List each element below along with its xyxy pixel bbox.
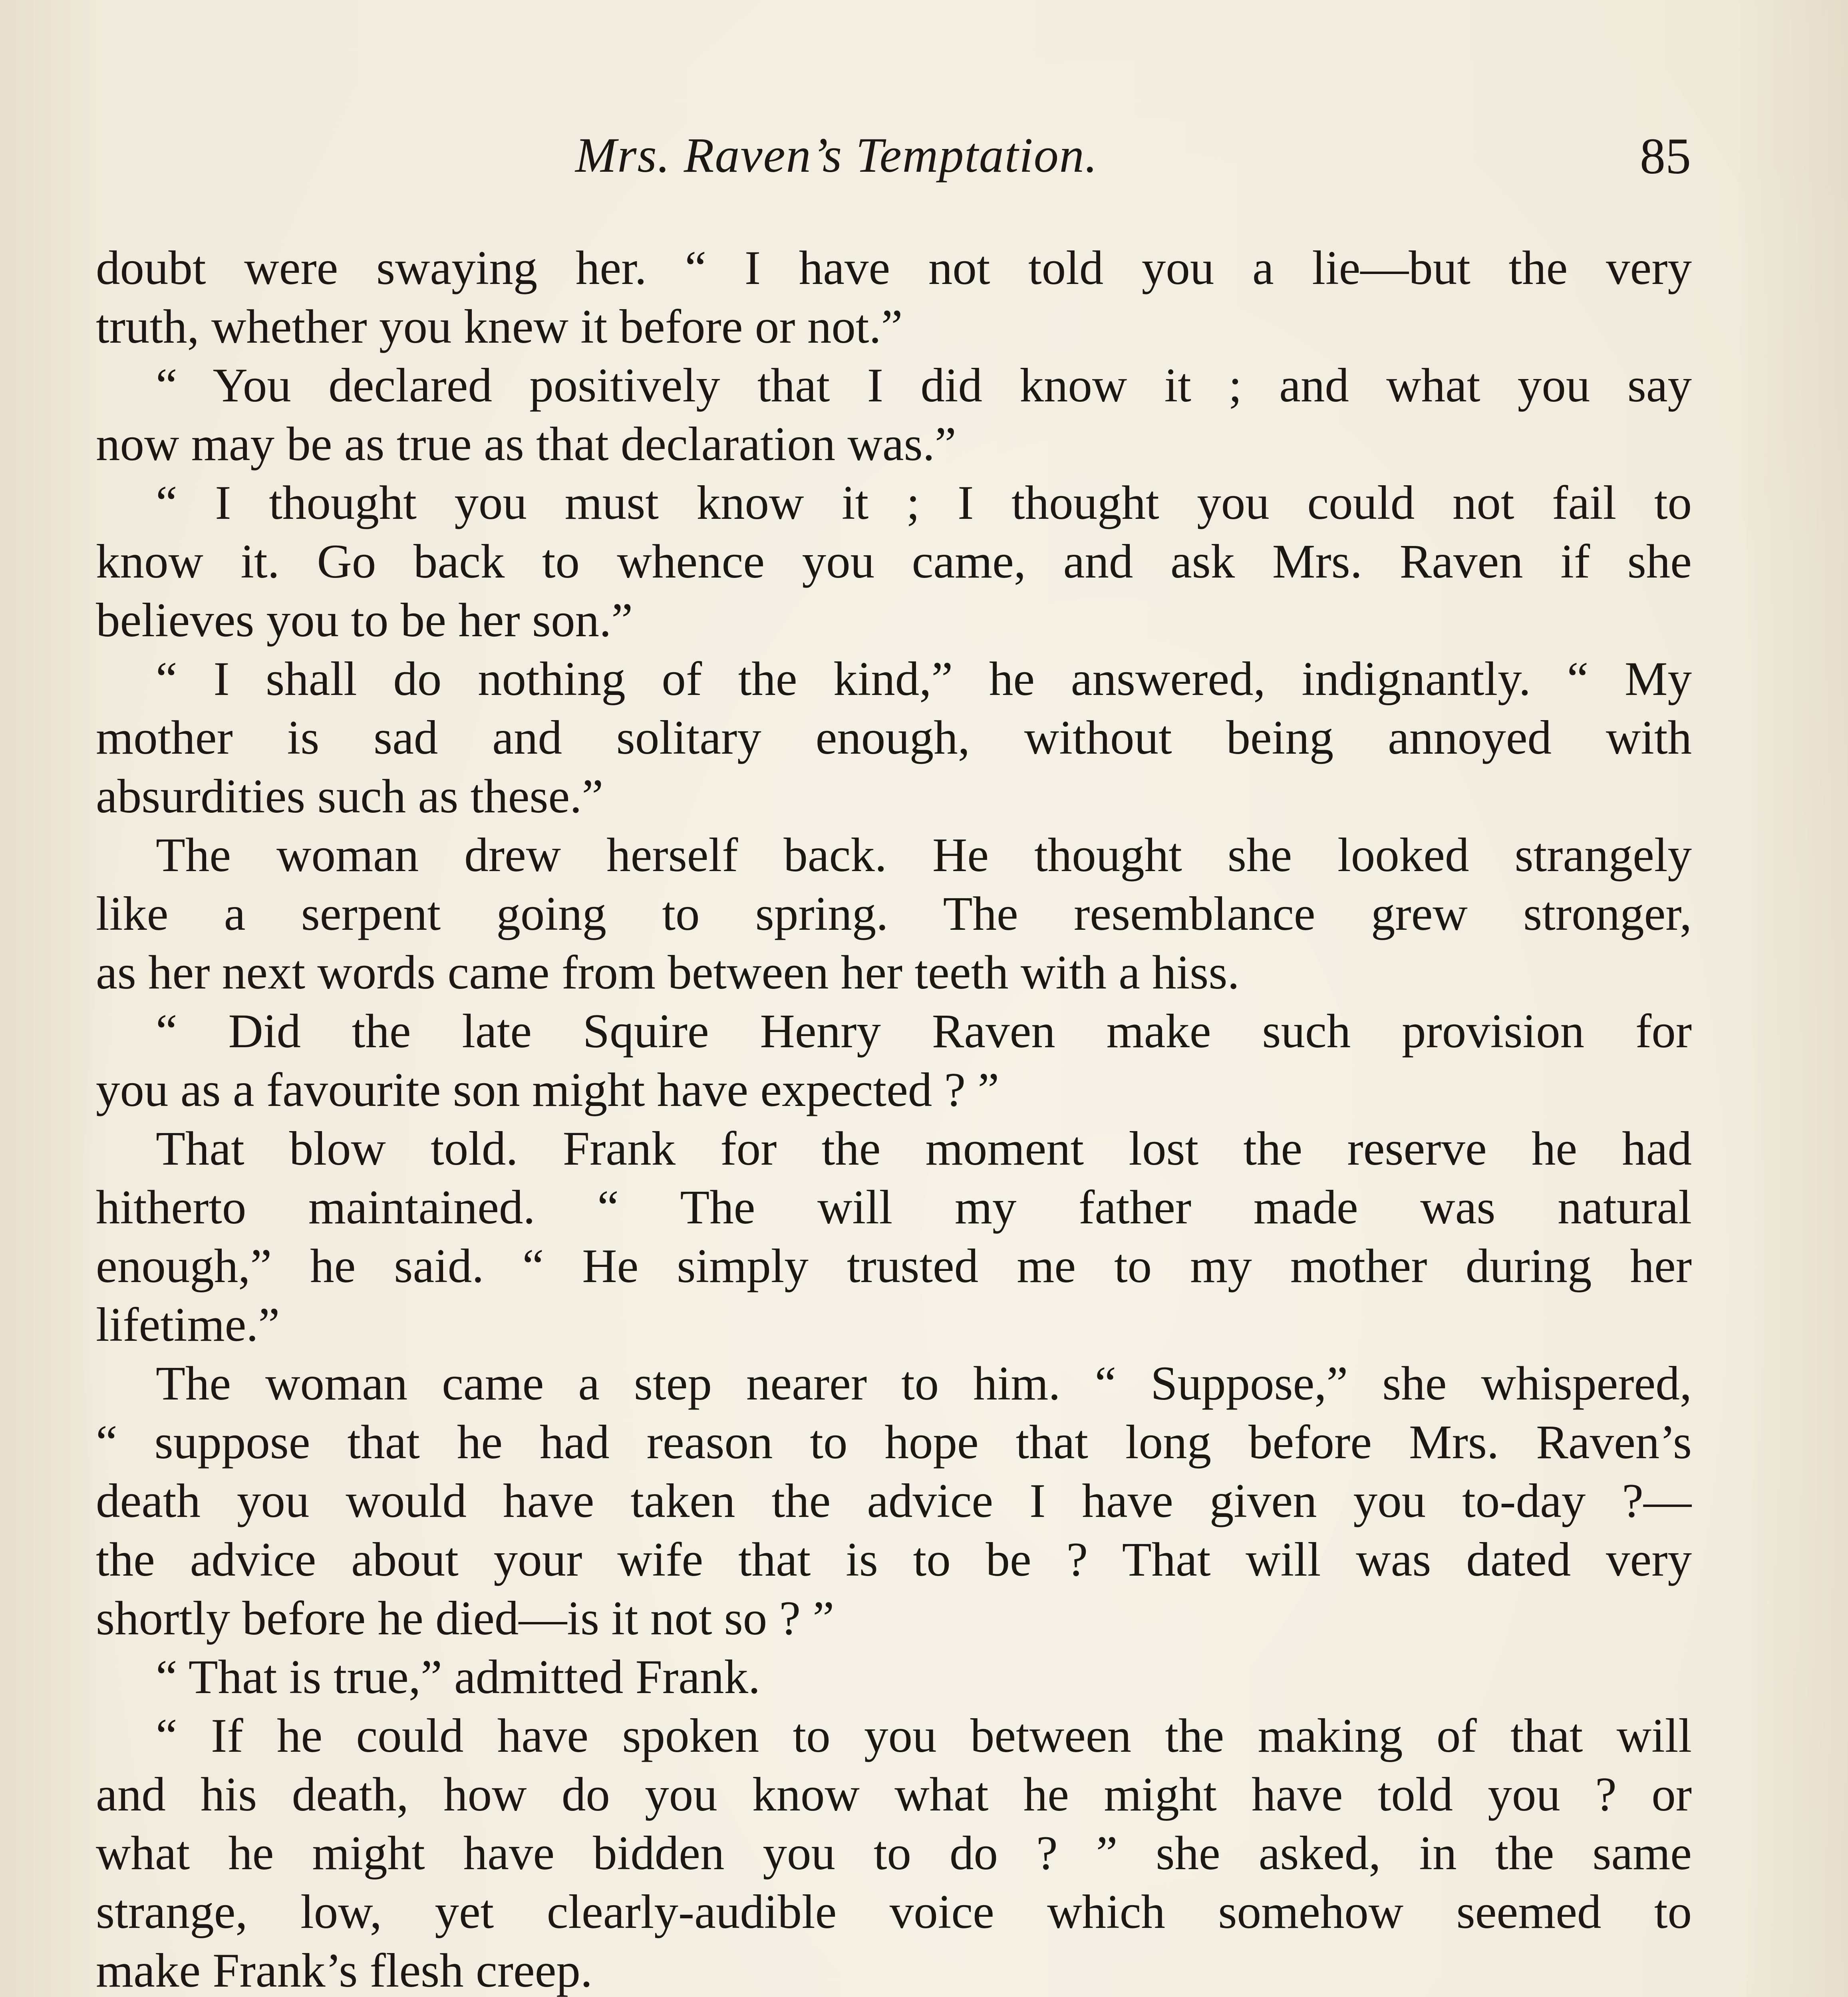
text-line: believes you to be her son.” bbox=[96, 594, 633, 647]
text-line: mother is sad and solitary enough, without being annoyed with bbox=[96, 711, 1692, 764]
text-line: what he might have bidden you to do ? ” she asked, in the same bbox=[96, 1826, 1692, 1880]
body-text bbox=[96, 239, 1692, 1997]
text-line: “ If he could have spoken to you between the making of that will bbox=[156, 1709, 1692, 1763]
text-line: “ Did the late Squire Henry Raven make such provision for bbox=[156, 1004, 1692, 1058]
text-line: truth, whether you knew it before or not.” bbox=[96, 300, 903, 353]
text-line: the advice about your wife that is to be ? That will was dated very bbox=[96, 1533, 1692, 1586]
running-title: Mrs. Raven’s Temptation. bbox=[575, 128, 1098, 183]
text-line: strange, low, yet clearly-audible voice which somehow seemed to bbox=[96, 1885, 1692, 1939]
text-line: doubt were swaying her. “ I have not told you a lie—but the very bbox=[96, 241, 1692, 295]
text-line: like a serpent going to spring. The resemblance grew stronger, bbox=[96, 887, 1692, 941]
text-line: make Frank’s flesh creep. bbox=[96, 1944, 593, 1997]
text-line: you as a favourite son might have expected ? ” bbox=[96, 1063, 1000, 1117]
text-line: enough,” he said. “ He simply trusted me to my mother during her bbox=[96, 1239, 1692, 1293]
text-line: “ You declared positively that I did know it ; and what you say bbox=[156, 359, 1692, 412]
text-line: lifetime.” bbox=[96, 1298, 280, 1352]
text-line: The woman drew herself back. He thought she looked strangely bbox=[156, 828, 1692, 882]
text-line: hitherto maintained. “ The will my father made was natural bbox=[96, 1181, 1692, 1234]
text-line: “ I thought you must know it ; I thought you could not fail to bbox=[156, 476, 1692, 530]
text-line: absurdities such as these.” bbox=[96, 770, 604, 823]
text-line: “ I shall do nothing of the kind,” he answered, indignantly. “ My bbox=[156, 652, 1692, 706]
text-line: death you would have taken the advice I have given you to-day ?— bbox=[96, 1474, 1692, 1528]
text-line: “ That is true,” admitted Frank. bbox=[156, 1650, 761, 1704]
text-line: know it. Go back to whence you came, and ask Mrs. Raven if she bbox=[96, 535, 1692, 588]
text-line: as her next words came from between her teeth with a hiss. bbox=[96, 946, 1240, 999]
text-line: “ suppose that he had reason to hope that long before Mrs. Raven’s bbox=[96, 1415, 1692, 1469]
text-line: shortly before he died—is it not so ? ” bbox=[96, 1592, 835, 1645]
text-line: The woman came a step nearer to him. “ Suppose,” she whispered, bbox=[156, 1357, 1692, 1410]
page-number: 85 bbox=[1640, 128, 1691, 185]
text-line: and his death, how do you know what he might have told you ? or bbox=[96, 1768, 1692, 1821]
text-line: now may be as true as that declaration was.” bbox=[96, 417, 956, 471]
text-line: That blow told. Frank for the moment lost the reserve he had bbox=[156, 1122, 1692, 1175]
